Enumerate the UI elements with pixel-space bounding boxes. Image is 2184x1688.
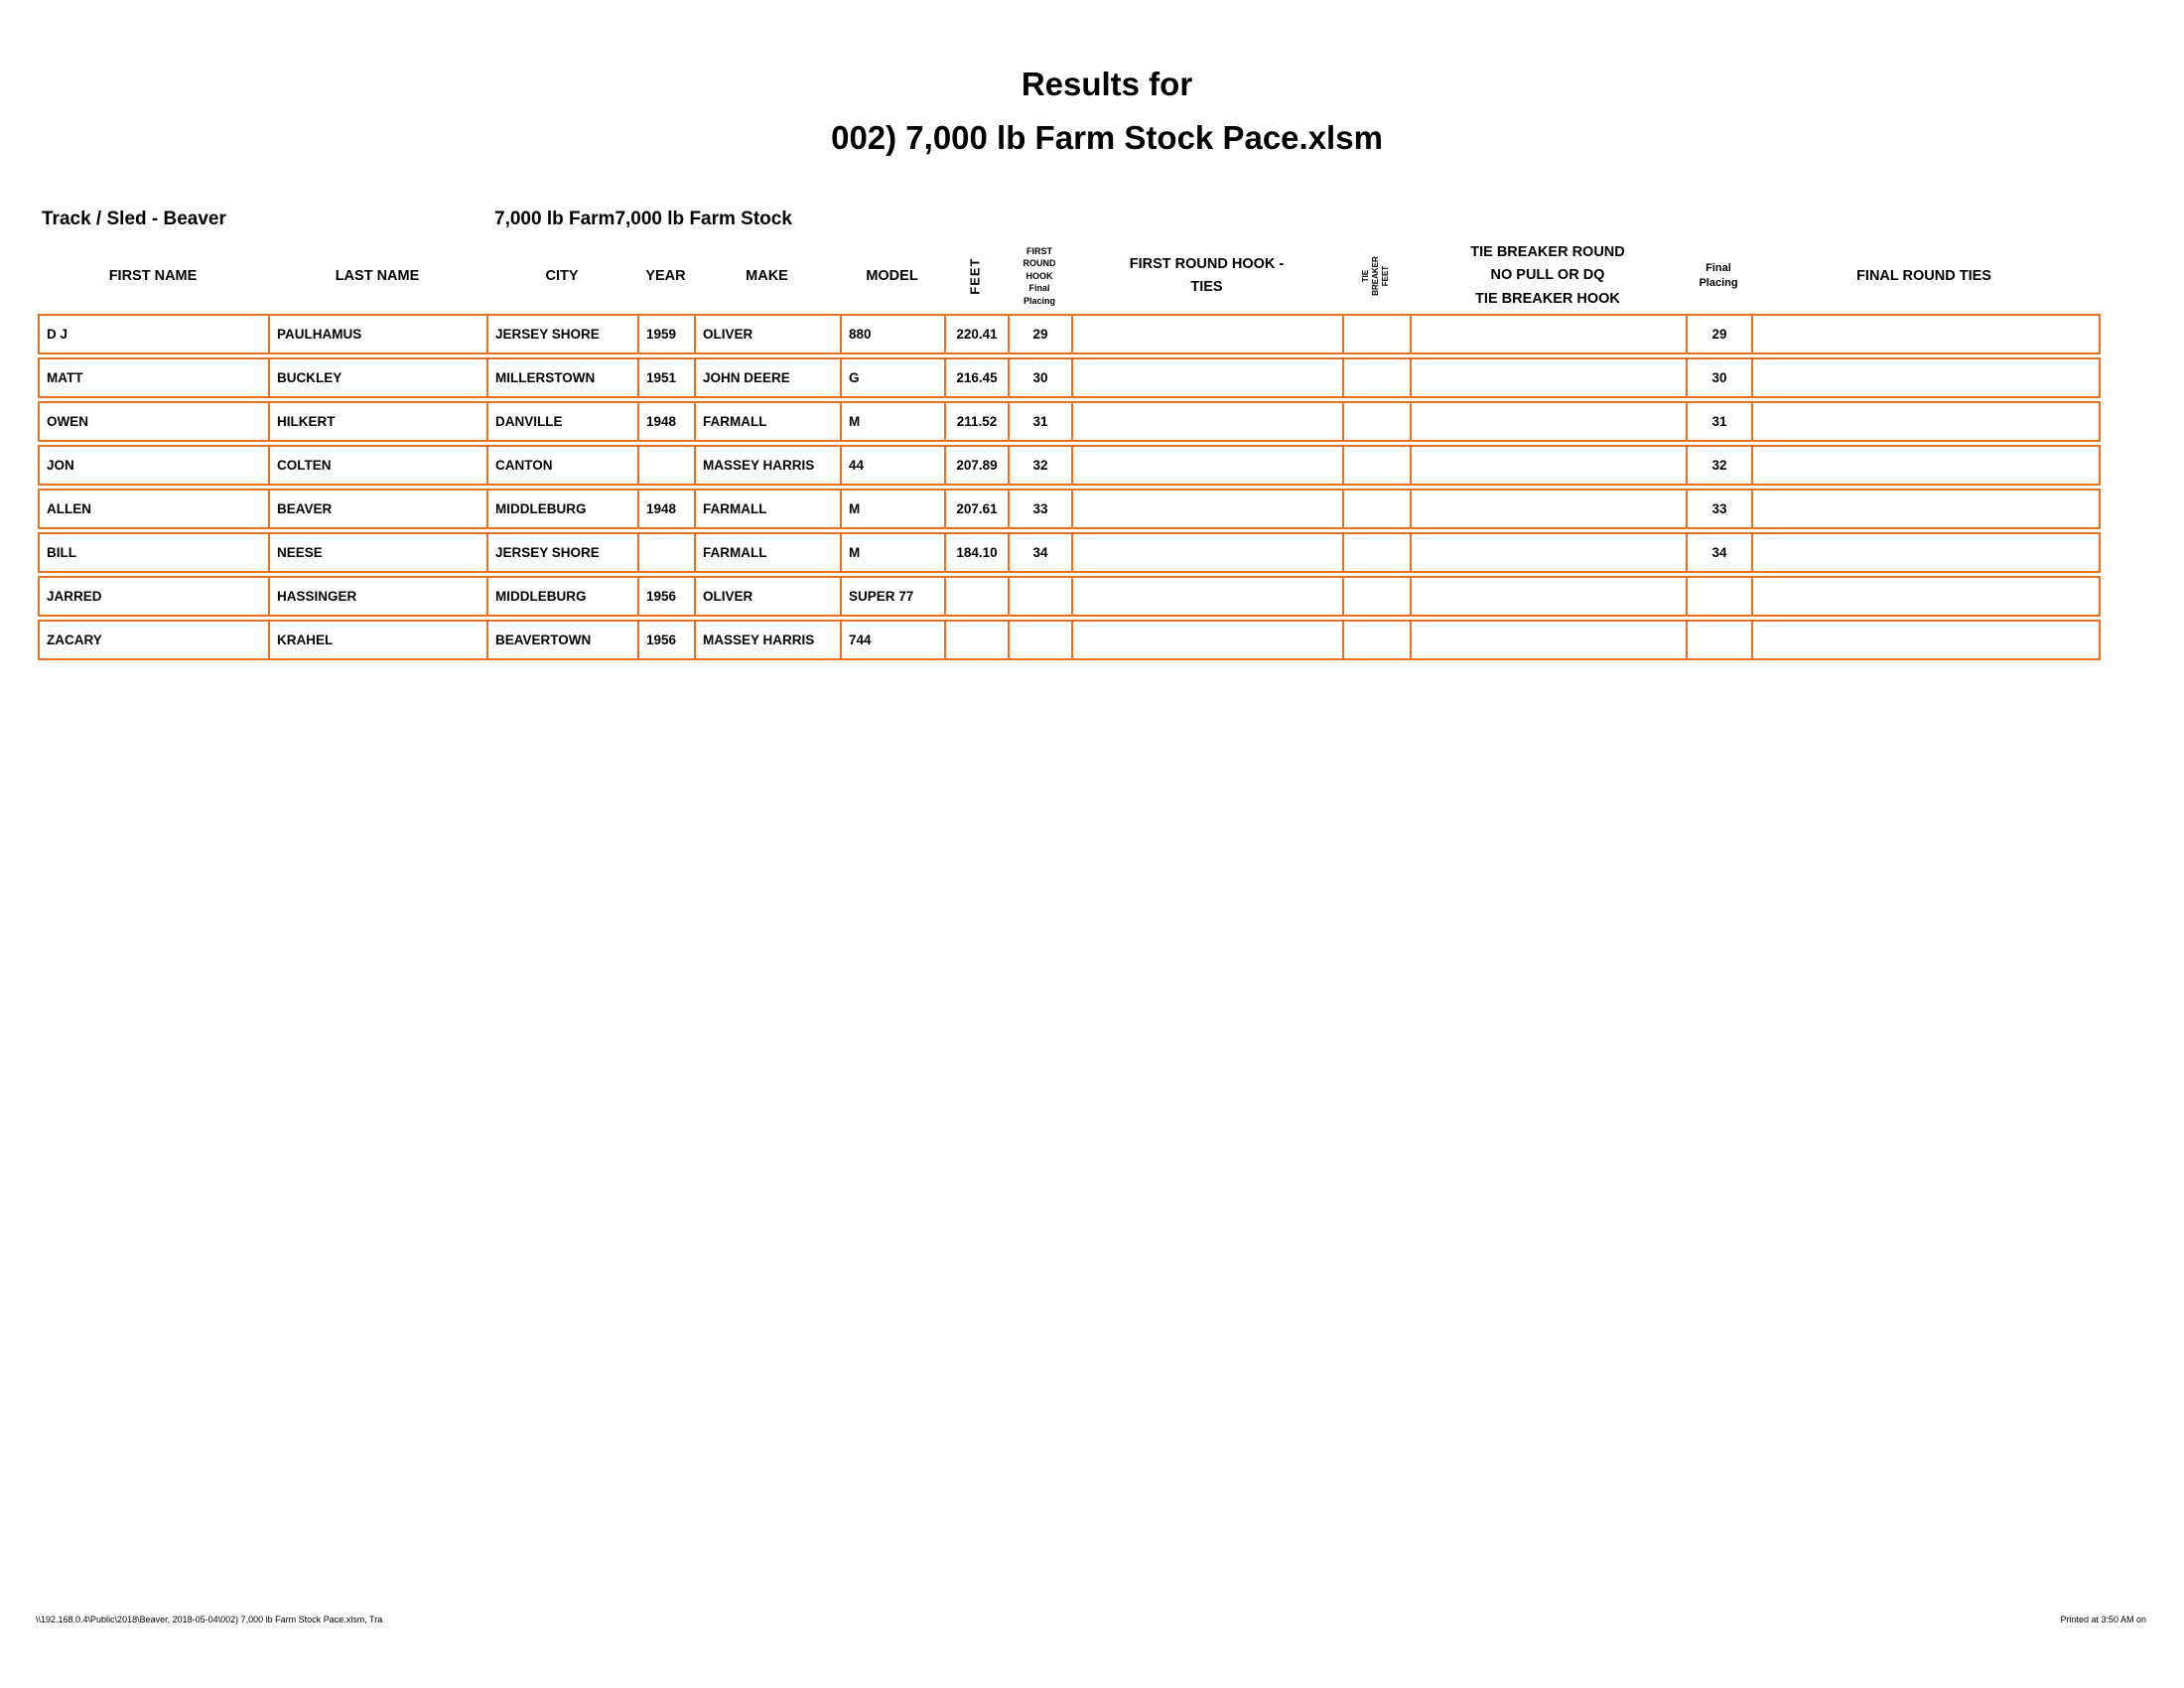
table-row xyxy=(38,445,2101,486)
cell-year: 1959 xyxy=(639,316,696,352)
column-header-line: BREAKER xyxy=(1371,256,1380,296)
cell-tie-breaker-feet xyxy=(1344,491,1412,527)
cell-first-round-hook-ties xyxy=(1073,578,1344,615)
cell-final-round-ties xyxy=(1753,534,2099,571)
cell-feet: 220.41 xyxy=(946,316,1010,352)
column-header-line: MAKE xyxy=(746,268,788,284)
cell-final-placing xyxy=(1688,578,1753,615)
column-header-last-name xyxy=(268,238,486,314)
column-header-line: FEET xyxy=(1381,265,1390,287)
cell-year: 1956 xyxy=(639,622,696,658)
cell-city: CANTON xyxy=(488,447,639,484)
cell-tie-breaker-round xyxy=(1412,447,1688,484)
cell-tie-breaker-round xyxy=(1412,622,1688,658)
cell-make: OLIVER xyxy=(696,316,842,352)
cell-feet: 184.10 xyxy=(946,534,1010,571)
cell-final-round-ties xyxy=(1753,359,2099,396)
cell-tie-breaker-feet xyxy=(1344,622,1412,658)
cell-make: FARMALL xyxy=(696,491,842,527)
cell-final-placing: 34 xyxy=(1688,534,1753,571)
track-sled-label: Track / Sled - Beaver xyxy=(42,209,226,229)
table-row xyxy=(38,401,2101,442)
cell-tie-breaker-round xyxy=(1412,491,1688,527)
cell-tie-breaker-feet xyxy=(1344,403,1412,440)
column-header-line: Placing xyxy=(1023,295,1055,306)
cell-city: MIDDLEBURG xyxy=(488,578,639,615)
cell-city: JERSEY SHORE xyxy=(488,534,639,571)
table-row xyxy=(38,357,2101,398)
column-header-line: MODEL xyxy=(866,268,918,284)
cell-final-round-ties xyxy=(1753,622,2099,658)
cell-first-round-hook-placing xyxy=(1010,622,1073,658)
cell-year: 1948 xyxy=(639,491,696,527)
cell-last-name: COLTEN xyxy=(270,447,488,484)
cell-final-placing: 32 xyxy=(1688,447,1753,484)
column-header-final-round-ties xyxy=(1751,238,2097,314)
cell-first-name: ZACARY xyxy=(40,622,270,658)
column-header-line: ROUND xyxy=(1023,258,1056,269)
cell-city: DANVILLE xyxy=(488,403,639,440)
cell-first-name: OWEN xyxy=(40,403,270,440)
cell-final-placing: 33 xyxy=(1688,491,1753,527)
cell-first-round-hook-ties xyxy=(1073,316,1344,352)
column-header-line: TIE xyxy=(1361,269,1370,283)
cell-model: M xyxy=(842,403,946,440)
column-header-make xyxy=(694,238,840,314)
column-header-line: Placing xyxy=(1699,277,1738,289)
cell-tie-breaker-feet xyxy=(1344,359,1412,396)
cell-tie-breaker-round xyxy=(1412,534,1688,571)
cell-first-name: MATT xyxy=(40,359,270,396)
cell-last-name: HILKERT xyxy=(270,403,488,440)
cell-final-round-ties xyxy=(1753,316,2099,352)
column-header-year xyxy=(637,238,694,314)
cell-year: 1951 xyxy=(639,359,696,396)
cell-tie-breaker-feet xyxy=(1344,578,1412,615)
column-header-line: FINAL ROUND TIES xyxy=(1856,268,1991,284)
column-header-line: CITY xyxy=(545,268,579,284)
column-header-line: HOOK xyxy=(1025,270,1053,281)
cell-final-placing: 29 xyxy=(1688,316,1753,352)
cell-last-name: PAULHAMUS xyxy=(270,316,488,352)
cell-tie-breaker-feet xyxy=(1344,534,1412,571)
cell-first-round-hook-ties xyxy=(1073,403,1344,440)
cell-first-name: JON xyxy=(40,447,270,484)
cell-feet: 211.52 xyxy=(946,403,1010,440)
column-header-line: YEAR xyxy=(645,268,686,284)
column-header-feet xyxy=(944,238,1008,314)
cell-make: MASSEY HARRIS xyxy=(696,622,842,658)
cell-feet: 207.61 xyxy=(946,491,1010,527)
cell-first-round-hook-ties xyxy=(1073,622,1344,658)
cell-city: MIDDLEBURG xyxy=(488,491,639,527)
table-row xyxy=(38,620,2101,660)
cell-city: JERSEY SHORE xyxy=(488,316,639,352)
column-header-line: FIRST ROUND HOOK - xyxy=(1129,255,1285,272)
column-header-line: LAST NAME xyxy=(335,268,420,284)
cell-first-name: BILL xyxy=(40,534,270,571)
cell-final-placing: 31 xyxy=(1688,403,1753,440)
cell-first-round-hook-ties xyxy=(1073,359,1344,396)
footer-file-path: \\192.168.0.4\Public\2018\Beaver, 2018-05-04\002) 7,000 lb Farm Stock Pace.xlsm, Tra xyxy=(36,1615,383,1624)
cell-tie-breaker-feet xyxy=(1344,316,1412,352)
cell-last-name: BUCKLEY xyxy=(270,359,488,396)
column-header-line: FIRST xyxy=(1026,245,1052,256)
cell-model: M xyxy=(842,534,946,571)
cell-first-round-hook-placing: 32 xyxy=(1010,447,1073,484)
column-header-line: FEET xyxy=(967,257,983,295)
column-header-line: NO PULL OR DQ xyxy=(1490,267,1605,284)
results-table xyxy=(38,238,2101,660)
cell-tie-breaker-round xyxy=(1412,403,1688,440)
table-header-row xyxy=(38,238,2101,314)
cell-last-name: HASSINGER xyxy=(270,578,488,615)
cell-model: G xyxy=(842,359,946,396)
cell-make: FARMALL xyxy=(696,534,842,571)
cell-feet: 207.89 xyxy=(946,447,1010,484)
cell-first-round-hook-placing xyxy=(1010,578,1073,615)
cell-model: 880 xyxy=(842,316,946,352)
cell-final-round-ties xyxy=(1753,578,2099,615)
cell-make: MASSEY HARRIS xyxy=(696,447,842,484)
column-header-city xyxy=(486,238,637,314)
cell-first-round-hook-placing: 34 xyxy=(1010,534,1073,571)
column-header-tie-breaker-feet xyxy=(1342,238,1410,314)
column-header-first-round-hook-ties xyxy=(1071,238,1342,314)
table-row xyxy=(38,532,2101,573)
cell-first-round-hook-ties xyxy=(1073,491,1344,527)
cell-tie-breaker-round xyxy=(1412,578,1688,615)
cell-make: OLIVER xyxy=(696,578,842,615)
cell-final-placing xyxy=(1688,622,1753,658)
column-header-final-placing xyxy=(1686,238,1751,314)
cell-model: SUPER 77 xyxy=(842,578,946,615)
cell-city: MILLERSTOWN xyxy=(488,359,639,396)
table-row xyxy=(38,489,2101,529)
cell-tie-breaker-round xyxy=(1412,316,1688,352)
column-header-line: TIE BREAKER HOOK xyxy=(1475,290,1620,307)
column-header-first-round-hook-placing xyxy=(1008,238,1071,314)
cell-model: 744 xyxy=(842,622,946,658)
column-header-line: Final xyxy=(1706,262,1731,275)
report-title: Results for xyxy=(1021,66,1193,102)
cell-feet: 216.45 xyxy=(946,359,1010,396)
column-header-line: TIES xyxy=(1190,279,1223,295)
footer-printed-timestamp: Printed at 3:50 AM on xyxy=(2060,1615,2146,1624)
cell-year: 1956 xyxy=(639,578,696,615)
report-subtitle-filename: 002) 7,000 lb Farm Stock Pace.xlsm xyxy=(831,119,1383,156)
cell-first-round-hook-placing: 29 xyxy=(1010,316,1073,352)
cell-last-name: BEAVER xyxy=(270,491,488,527)
cell-last-name: KRAHEL xyxy=(270,622,488,658)
cell-make: JOHN DEERE xyxy=(696,359,842,396)
cell-first-round-hook-placing: 30 xyxy=(1010,359,1073,396)
cell-feet xyxy=(946,622,1010,658)
cell-first-round-hook-placing: 31 xyxy=(1010,403,1073,440)
cell-first-round-hook-placing: 33 xyxy=(1010,491,1073,527)
table-row xyxy=(38,576,2101,617)
table-body xyxy=(38,314,2101,660)
cell-first-round-hook-ties xyxy=(1073,534,1344,571)
cell-year xyxy=(639,534,696,571)
cell-tie-breaker-feet xyxy=(1344,447,1412,484)
column-header-model xyxy=(840,238,944,314)
column-header-first-name xyxy=(38,238,268,314)
cell-tie-breaker-round xyxy=(1412,359,1688,396)
column-header-line: Final xyxy=(1028,283,1050,294)
column-header-line: TIE BREAKER ROUND xyxy=(1470,244,1625,261)
cell-first-name: D J xyxy=(40,316,270,352)
column-header-line: FIRST NAME xyxy=(108,268,198,284)
cell-feet xyxy=(946,578,1010,615)
class-name-full: 7,000 lb Farm Stock xyxy=(614,209,792,229)
cell-make: FARMALL xyxy=(696,403,842,440)
column-header-tie-breaker-round xyxy=(1410,238,1686,314)
table-row xyxy=(38,314,2101,354)
cell-year xyxy=(639,447,696,484)
cell-last-name: NEESE xyxy=(270,534,488,571)
cell-final-round-ties xyxy=(1753,403,2099,440)
cell-first-name: JARRED xyxy=(40,578,270,615)
cell-first-name: ALLEN xyxy=(40,491,270,527)
class-name-clip xyxy=(494,209,844,234)
cell-final-placing: 30 xyxy=(1688,359,1753,396)
cell-final-round-ties xyxy=(1753,447,2099,484)
cell-model: 44 xyxy=(842,447,946,484)
cell-city: BEAVERTOWN xyxy=(488,622,639,658)
cell-first-round-hook-ties xyxy=(1073,447,1344,484)
class-name-short: 7,000 lb Farm xyxy=(494,209,615,229)
cell-year: 1948 xyxy=(639,403,696,440)
cell-model: M xyxy=(842,491,946,527)
cell-final-round-ties xyxy=(1753,491,2099,527)
